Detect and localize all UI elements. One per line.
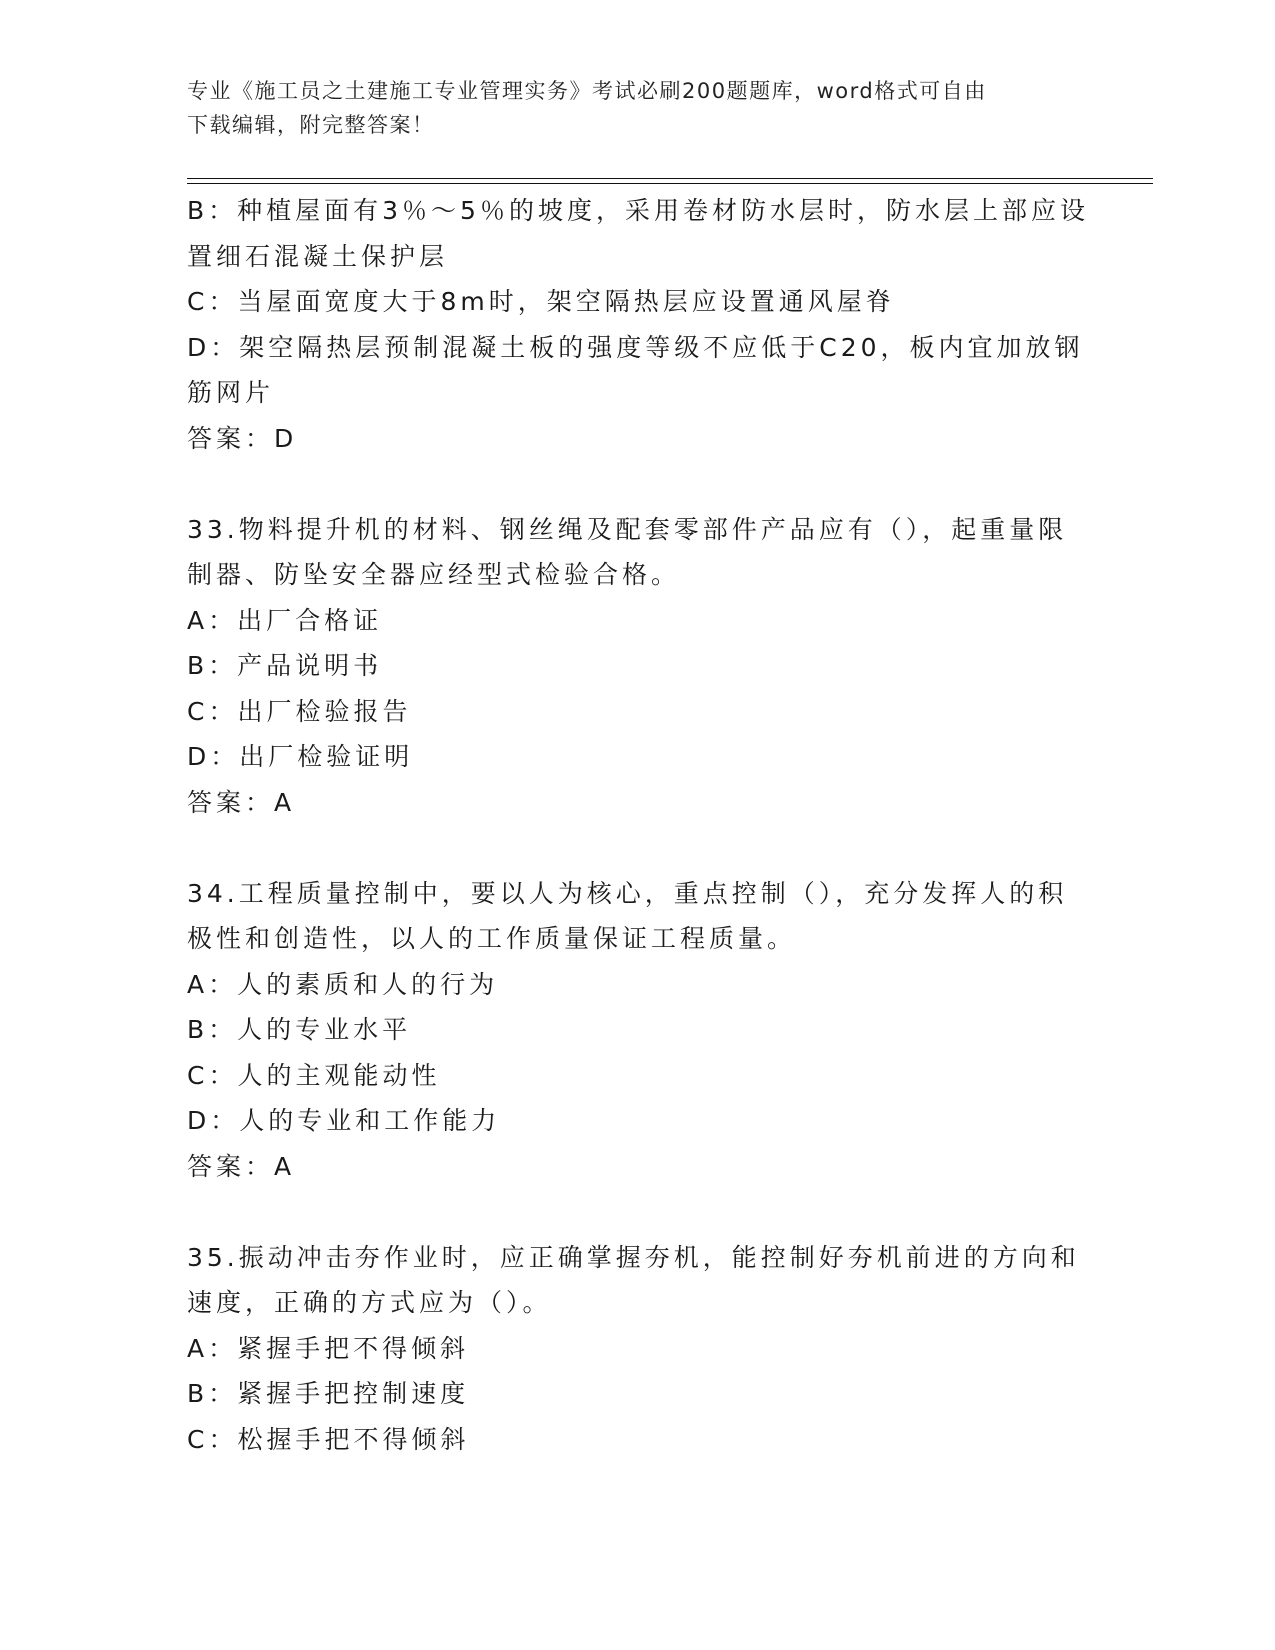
spacer	[187, 825, 1087, 871]
header-divider-bottom	[187, 183, 1153, 184]
question-stem-line-1: 35.振动冲击夯作业时，应正确掌握夯机，能控制好夯机前进的方向和	[187, 1242, 1080, 1272]
option-b-line-1: B：种植屋面有3％～5％的坡度，采用卷材防水层时，防水层上部应设	[187, 196, 1089, 225]
option-a: A：紧握手把不得倾斜	[187, 1333, 470, 1363]
option-b: B：紧握手把控制速度	[187, 1379, 470, 1408]
continued-question	[187, 188, 1087, 461]
option-a: A：人的素质和人的行为	[187, 969, 499, 999]
answer: 答案：D	[187, 423, 298, 453]
answer: 答案：A	[187, 787, 296, 817]
option-c: C：松握手把不得倾斜	[187, 1424, 470, 1454]
option-b: B：产品说明书	[187, 651, 383, 680]
spacer	[187, 461, 1087, 507]
question-stem-line-2: 制器、防坠安全器应经型式检验合格。	[187, 560, 681, 589]
answer: 答案：A	[187, 1151, 296, 1181]
option-c: C：当屋面宽度大于8m时，架空隔热层应设置通风屋脊	[187, 287, 895, 316]
question-35	[187, 1235, 1087, 1463]
question-34	[187, 871, 1087, 1190]
question-stem-line-2: 极性和创造性，以人的工作质量保证工程质量。	[187, 924, 797, 953]
spacer	[187, 1189, 1087, 1235]
header-divider-top	[187, 178, 1153, 179]
option-d-line-2: 筋网片	[187, 378, 275, 407]
option-d: D：人的专业和工作能力	[187, 1106, 501, 1135]
option-d: D：出厂检验证明	[187, 742, 414, 771]
option-a: A：出厂合格证	[187, 605, 383, 635]
question-stem-line-1: 33.物料提升机的材料、钢丝绳及配套零部件产品应有（），起重量限	[187, 514, 1068, 544]
option-c: C：出厂检验报告	[187, 696, 412, 726]
question-stem-line-2: 速度，正确的方式应为（）。	[187, 1288, 552, 1317]
option-b-line-2: 置细石混凝土保护层	[187, 241, 449, 271]
option-d-line-1: D：架空隔热层预制混凝土板的强度等级不应低于C20，板内宜加放钢	[187, 332, 1084, 362]
question-content	[187, 188, 1087, 1462]
option-b: B：人的专业水平	[187, 1015, 412, 1044]
header-line-1: 专业《施工员之土建施工专业管理实务》考试必刷200题题库，word格式可自由	[187, 79, 987, 103]
question-stem-line-1: 34.工程质量控制中，要以人为核心，重点控制（），充分发挥人的积	[187, 878, 1068, 908]
option-c: C：人的主观能动性	[187, 1060, 441, 1090]
header-line-2: 下载编辑，附完整答案！	[187, 113, 435, 137]
page-header	[187, 74, 1067, 142]
question-33	[187, 507, 1087, 826]
